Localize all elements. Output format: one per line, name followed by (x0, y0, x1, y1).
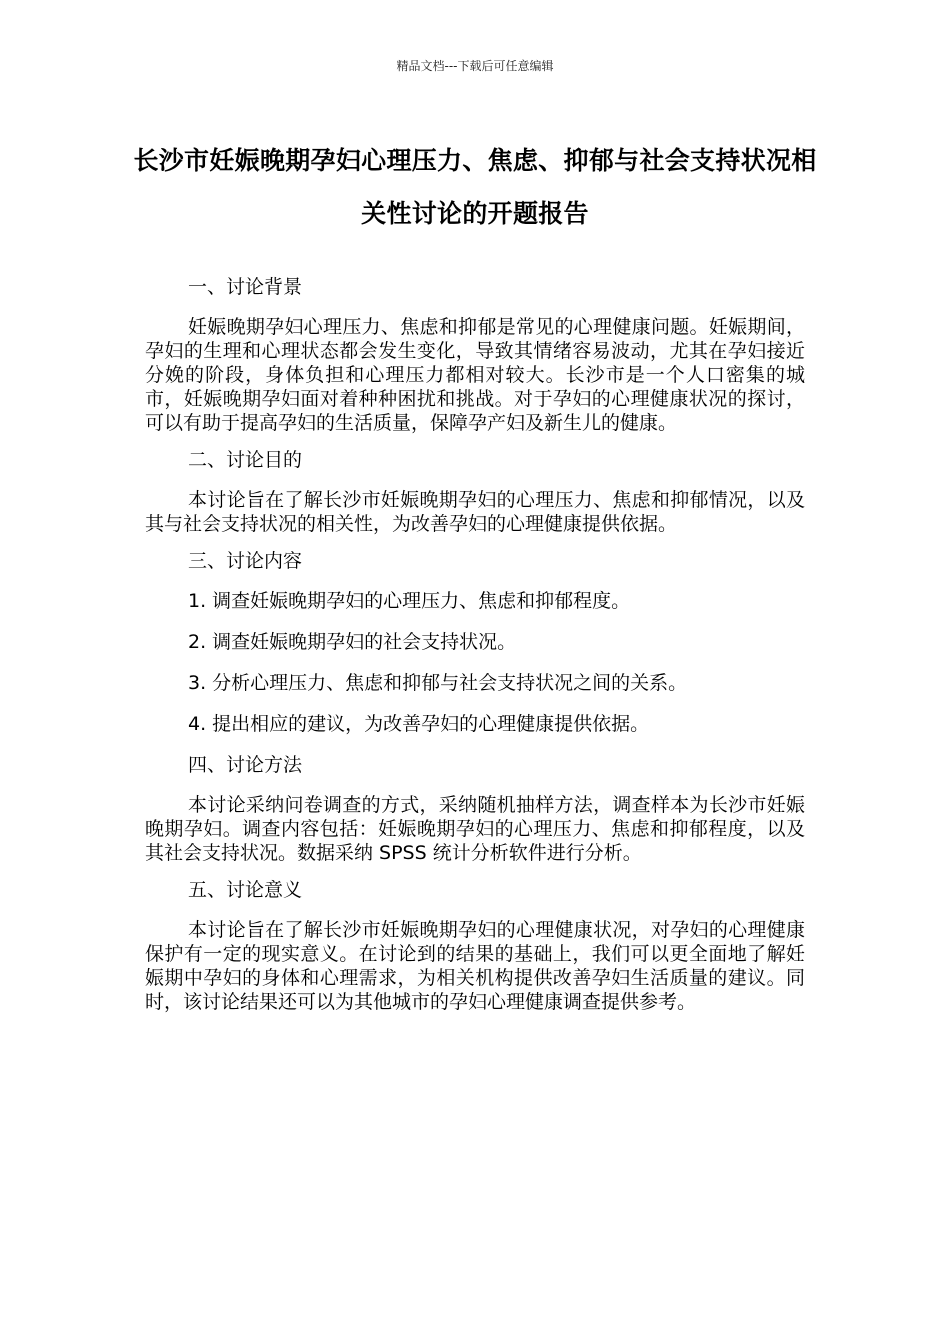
section-heading-significance: 五、讨论意义 (188, 879, 303, 901)
section-text-significance: 本讨论旨在了解长沙市妊娠晚期孕妇的心理健康状况，对孕妇的心理健康保护有一定的现实意义。在讨论到的结果的基础上，我们可以更全面地了解妊娠期中孕妇的身体和心理需求，为相关机构提供改善孕妇生活质量的建议。同时，该讨论结果还可以为其他城市的孕妇心理健康调查提供参考。 (145, 919, 805, 1013)
document-title: 长沙市妊娠晚期孕妇心理压力、焦虑、抑郁与社会支持状况相关性讨论的开题报告 (133, 146, 817, 228)
content-list-item: 2. 调查妊娠晚期孕妇的社会支持状况。 (188, 631, 517, 653)
content-list-item: 3. 分析心理压力、焦虑和抑郁与社会支持状况之间的关系。 (188, 672, 688, 694)
section-heading-background: 一、讨论背景 (188, 276, 303, 298)
document-body (145, 266, 805, 1027)
section-text-purpose: 本讨论旨在了解长沙市妊娠晚期孕妇的心理压力、焦虑和抑郁情况，以及其与社会支持状况的相关性，为改善孕妇的心理健康提供依据。 (145, 489, 805, 535)
page-header: 精品文档---下载后可任意编辑 (396, 59, 554, 73)
section-heading-content: 三、讨论内容 (188, 550, 303, 572)
section-text-method: 本讨论采纳问卷调查的方式，采纳随机抽样方法，调查样本为长沙市妊娠晚期孕妇。调查内容包括：妊娠晚期孕妇的心理压力、焦虑和抑郁程度，以及其社会支持状况。数据采纳 SPSS 统计分析软件进行分析。 (145, 794, 805, 864)
content-list-item: 4. 提出相应的建议，为改善孕妇的心理健康提供依据。 (188, 713, 650, 735)
content-list-item: 1. 调查妊娠晚期孕妇的心理压力、焦虑和抑郁程度。 (188, 590, 631, 612)
section-text-background: 妊娠晚期孕妇心理压力、焦虑和抑郁是常见的心理健康问题。妊娠期间，孕妇的生理和心理状态都会发生变化，导致其情绪容易波动，尤其在孕妇接近分娩的阶段，身体负担和心理压力都相对较大。长沙市是一个人口密集的城市，妊娠晚期孕妇面对着种种困扰和挑战。对于孕妇的心理健康状况的探讨，可以有助于提高孕妇的生活质量，保障孕产妇及新生儿的健康。 (145, 316, 805, 434)
section-heading-method: 四、讨论方法 (188, 754, 303, 776)
section-heading-purpose: 二、讨论目的 (188, 449, 303, 471)
